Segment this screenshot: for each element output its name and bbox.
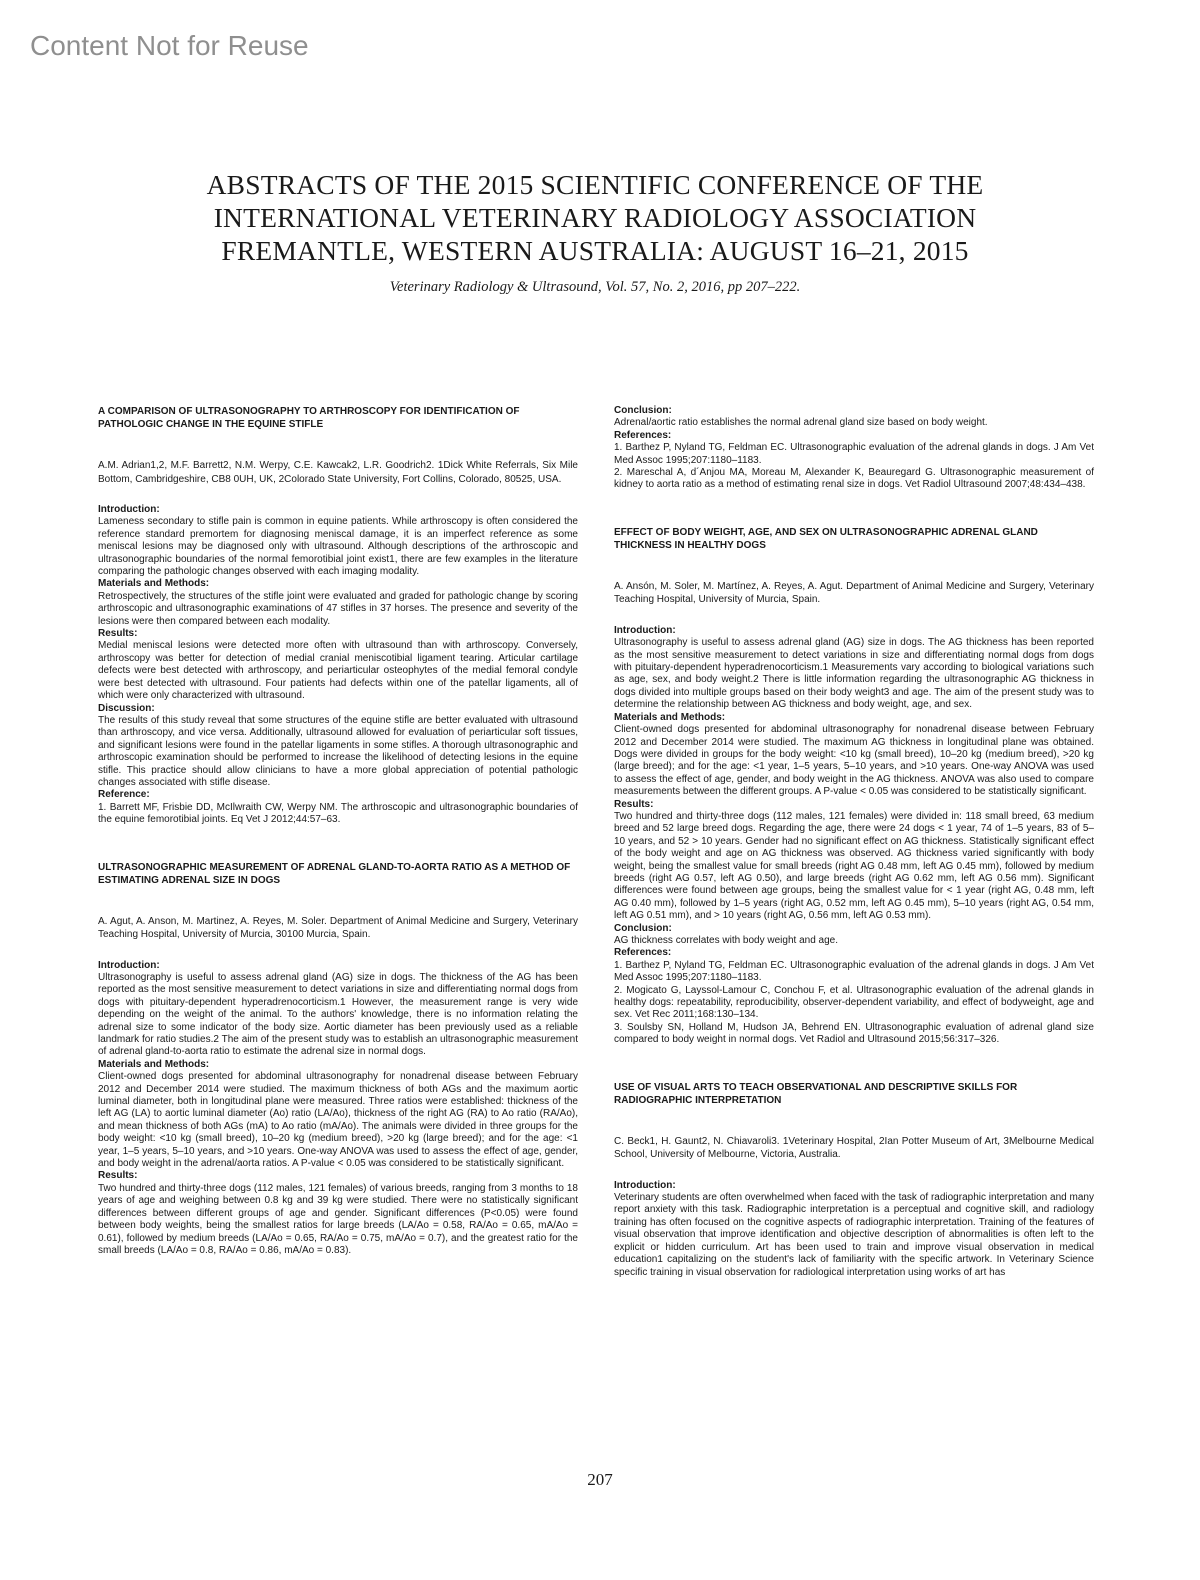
abstract-visual-arts (614, 1081, 1094, 1279)
section-text: Client-owned dogs presented for abdominal ultrasonography for nonadrenal disease between February 2012 and December 2014 were studied. The maximum thickness of both AGs and the maximum aortic luminal diameter, both in longitudinal plane were measured. Three ratios were established: thickness of the left AG (LA) to aortic luminal diameter (Ao) ratio (LA/Ao), thickness of the right AG (RA) to Ao ratio (RA/Ao), and mean thickness of both AGs (mA) to Ao ratio (mA/Ao). The animals were divided in three groups for the body weight: <10 kg (small breed), 10–20 kg (medium breed), >20 kg (large breed); and for the age: <1 year, 1–5 years, 5–10 years, and >10 years. One-way ANOVA was used to assess the effect of age, gender, and body weight in the adrenal/aorta ratios. A P-value < 0.05 was considered to be statistically significant. (98, 1071, 578, 1170)
section-text: Client-owned dogs presented for abdominal ultrasonography for nonadrenal disease between February 2012 and December 2014 were studied. The maximum AG thickness in longitudinal plane was obtained. Dogs were divided in groups for the body weight: <10 kg (small breed), 10–20 kg (medium breed), >20 kg (large breed); and for the age: <1 year, 1–5 years, 5–10 years, and >10 years. One-way ANOVA was used to assess the effect of age, gender, and body weight in the AG thickness. ANOVA was also used to compare measurements between the different groups. A P-value < 0.05 was considered to be statistically significant. (614, 724, 1094, 798)
abstract-stifle (98, 405, 578, 827)
section-text: Retrospectively, the structures of the stifle joint were evaluated and graded for pathologic change by scoring arthroscopic and ultrasonographic examinations of 47 stifles in 37 horses. The presence and severity of the lesions were then compared between each modality. (98, 590, 578, 627)
spacer (614, 1047, 1094, 1081)
spacer (614, 492, 1094, 526)
section-text: Adrenal/aortic ratio establishes the normal adrenal gland size based on body weight. (614, 417, 988, 429)
section-heading: References: (614, 429, 672, 441)
abstract-adrenal-aorta-continued (614, 405, 1094, 492)
section-heading: Introduction: (98, 959, 160, 971)
section-heading: Materials and Methods: (98, 1058, 210, 1070)
section-heading: Results: (98, 628, 138, 640)
section-heading: Introduction: (614, 1179, 676, 1191)
abstract-title: A COMPARISON OF ULTRASONOGRAPHY TO ARTHROSCOPY FOR IDENTIFICATION OF PATHOLOGIC CHANGE IN THE EQUINE STIFLE (98, 406, 520, 430)
section-text: Ultrasonography is useful to assess adrenal gland (AG) size in dogs. The AG thickness has been reported as the most sensitive measurement to detect variations in size and differentiating normal dogs from dogs with pituitary-dependent hyperadrenocorticism.1 Measurements vary according to biological variations such as age, sex, and body weight.2 There is little information regarding the ultrasonographic AG thickness in dogs divided into multiple groups based on their body weight3 and age. The aim of the present study was to determine the relationship between AG thickness and body weight, age, and sex. (614, 637, 1094, 711)
abstract-title: USE OF VISUAL ARTS TO TEACH OBSERVATIONAL AND DESCRIPTIVE SKILLS FOR RADIOGRAPHIC INTERPRETATION (614, 1081, 1018, 1106)
conference-title-block (100, 168, 1090, 296)
section-heading: Conclusion: (614, 405, 672, 416)
abstract-authors: A.M. Adrian1,2, M.F. Barrett2, N.M. Werpy, C.E. Kawcak2, L.R. Goodrich2. 1Dick White Referrals, Six Mile Bottom, Cambridgeshire, CB8 0UH, UK, 2Colorado State University, Fort Collins, Colorado, 80525, USA. (98, 460, 578, 485)
reference-item: 1. Barthez P, Nyland TG, Feldman EC. Ultrasonographic evaluation of the adrenal glands in dogs. J Am Vet Med Assoc 1995;207:1180–1183. (614, 442, 1094, 466)
abstract-authors: C. Beck1, H. Gaunt2, N. Chiavaroli3. 1Veterinary Hospital, 2Ian Potter Museum of Art, 3Melbourne Medical School, University of Melbourne, Victoria, Australia. (614, 1135, 1094, 1161)
reference-item: 3. Soulsby SN, Holland M, Hudson JA, Behrend EN. Ultrasonographic evaluation of adrenal gland size compared to body weight in normal dogs. Vet Radiol and Ultrasound 2015;56:317–326. (614, 1021, 1094, 1046)
section-heading: Results: (98, 1170, 138, 1182)
section-heading: Introduction: (98, 504, 160, 515)
section-text: Medial meniscal lesions were detected more often with ultrasound than with arthroscopy. Conversely, arthroscopy was better for detection of medial cranial meniscotibial ligament tearing. Articular cartilage defects were best detected with arthroscopy, and periarticular osteophytes of the medial femoral condyle were best detected with ultrasound. Four patients had defects within one of the patellar ligaments, all of which were only characterized with ultrasound. (98, 640, 578, 702)
right-column (614, 405, 1094, 1279)
section-heading: Results: (614, 798, 654, 810)
section-heading: References: (614, 947, 672, 959)
reference-item: 2. Mareschal A, d´Anjou MA, Moreau M, Alexander K, Beauregard G. Ultrasonographic measurement of kidney to aorta ratio as a method of estimating renal size in dogs. Vet Radiol Ultrasound 2007;48:434–438. (614, 467, 1094, 491)
section-heading: Conclusion: (614, 922, 672, 934)
section-text: Ultrasonography is useful to assess adrenal gland (AG) size in dogs. The thickness of the AG has been reported as the most sensitive measurement to detect variations in size and differentiating normal dogs from dogs with pituitary-dependent hyperadrenocorticism.1 However, the measurement range is very wide depending on the weight of the animal. To the authors' knowledge, there is no information relating the adrenal size to some indicator of the body size. Aortic diameter has been previously used as a reliable landmark for ratio studies.2 The aim of the present study was to establish an ultrasonographic measurement of adrenal gland-to-aorta ratio to estimate the adrenal size in normal dogs. (98, 971, 578, 1058)
reference-item: 1. Barthez P, Nyland TG, Feldman EC. Ultrasonographic evaluation of the adrenal glands in dogs. J Am Vet Med Assoc 1995;207:1180–1183. (614, 959, 1094, 984)
section-text: Two hundred and thirty-three dogs (112 males, 121 females) of various breeds, ranging from 3 months to 18 years of age and weighing between 0.8 kg and 39 kg were studied. There were no statistically significant differences between different groups of age and gender. Significant differences (P<0.05) were found between body weights, being the smallest ratios for large breeds (LA/Ao = 0.58, RA/Ao = 0.65, mA/Ao = 0.61), followed by medium breeds (LA/Ao = 0.65, RA/Ao = 0.75, mA/Ao = 0.7), and the greatest ratio for the small breeds (LA/Ao = 0.8, RA/Ao = 0.86, mA/Ao = 0.83). (98, 1182, 578, 1256)
section-heading: Reference: (98, 789, 150, 801)
page-number: 207 (587, 1470, 613, 1489)
section-text: Veterinary students are often overwhelmed when faced with the task of radiographic interpretation and many report anxiety with this task. Radiographic interpretation is a perceptual and cognitive skill, and radiology training has often focused on the cognitive aspects of radiographic interpretation. Training of the features of visual observation that improve identification and objective description of abnormalities is often left to the explicit or hidden curriculum. Art has been used to train and improve visual observation in medical education1 capitalizing on the student's lack of familiarity with the specific artwork. In Veterinary Science specific training in visual observation for radiological interpretation using works of art has (614, 1192, 1094, 1278)
abstract-authors: A. Ansón, M. Soler, M. Martínez, A. Reyes, A. Agut. Department of Animal Medicine and Surgery, Veterinary Teaching Hospital, University of Murcia, Spain. (614, 580, 1094, 606)
abstract-adrenal-thickness (614, 526, 1094, 1047)
conference-title-line-1: ABSTRACTS OF THE 2015 SCIENTIFIC CONFERENCE OF THE (206, 169, 984, 200)
section-text: The results of this study reveal that some structures of the equine stifle are better evaluated with ultrasound than arthroscopy, and vice versa. Additionally, ultrasound allowed for evaluation of periarticular soft tissues, and significant lesions were found in the patellar ligaments in some stifles. A thorough ultrasonographic and arthroscopic examination should be performed to increase the likelihood of detecting lesions in the equine stifle. This practice should allow clinicians to have a more global appreciation of potential pathologic changes associated with stifle disease. (98, 714, 578, 788)
section-heading: Materials and Methods: (614, 711, 726, 723)
abstract-adrenal-aorta (98, 861, 578, 1258)
abstract-authors: A. Agut, A. Anson, M. Martinez, A. Reyes, M. Soler. Department of Animal Medicine and Surgery, Veterinary Teaching Hospital, University of Murcia, 30100 Murcia, Spain. (98, 915, 578, 941)
section-text: Lameness secondary to stifle pain is common in equine patients. While arthroscopy is often considered the reference standard premortem for diagnosing meniscal damage, it is an imperfect reference as some meniscal lesions may be diagnosed only with ultrasound. Although descriptions of the arthroscopic and ultrasonographic boundaries of the normal femorotibial joint exist1, there are few examples in the literature comparing the pathologic changes observed with each imaging modality. (98, 516, 578, 578)
section-heading: Discussion: (98, 702, 155, 714)
journal-citation: Veterinary Radiology & Ultrasound, Vol. 57, No. 2, 2016, pp 207–222. (389, 279, 801, 295)
conference-title-line-3: FREMANTLE, WESTERN AUSTRALIA: AUGUST 16–21, 2015 (221, 235, 969, 266)
left-column (98, 405, 578, 1257)
section-heading: Materials and Methods: (98, 578, 210, 590)
reference-item: 2. Mogicato G, Layssol-Lamour C, Conchou F, et al. Ultrasonographic evaluation of the adrenal glands in healthy dogs: repeatability, reproducibility, observer-dependent variability, and effect of bodyweight, age and sex. Vet Rec 2011;168:130–134. (614, 984, 1094, 1021)
reference-item: 1. Barrett MF, Frisbie DD, McIlwraith CW, Werpy NM. The arthroscopic and ultrasonographic boundaries of the equine femorotibial joints. Eq Vet J 2012;44:57–63. (98, 801, 578, 826)
abstract-title: EFFECT OF BODY WEIGHT, AGE, AND SEX ON ULTRASONOGRAPHIC ADRENAL GLAND THICKNESS IN HEALTHY DOGS (614, 526, 1038, 551)
conference-title-line-2: INTERNATIONAL VETERINARY RADIOLOGY ASSOCIATION (213, 202, 977, 233)
section-heading: Introduction: (614, 624, 676, 636)
section-text: Two hundred and thirty-three dogs (112 males, 121 females) were divided in: 118 small breed, 63 medium breed and 52 large breed dogs. Regarding the age, there were 24 dogs < 1 year, 74 of 1–5 years, 83 of 5–10 years, and 52 > 10 years. Gender had no significant effect on AG thickness. Statistically significant effect of the body weight and age on AG thickness was observed. AG thickness varied significantly with body weight, being the smallest value for small breeds (right AG 0.48 mm, left AG 0.45 mm), followed by medium breeds (right AG 0.57, left AG 0.50), and large breeds (right AG 0.62 mm, left AG 0.56 mm). Significant differences were found between age groups, being the smallest value for < 1 year (right AG, 0.48 mm, left AG 0.40 mm), followed by 1–5 years (right AG, 0.52 mm, left AG 0.45 mm), 5–10 years (right AG, 0.54 mm, left AG 0.51 mm), and > 10 years (right AG, 0.56 mm, left AG 0.53 mm). (614, 810, 1094, 922)
abstract-title: ULTRASONOGRAPHIC MEASUREMENT OF ADRENAL GLAND-TO-AORTA RATIO AS A METHOD OF ESTIMATING ADRENAL SIZE IN DOGS (98, 861, 571, 886)
section-text: AG thickness correlates with body weight and age. (614, 935, 839, 946)
watermark: Content Not for Reuse (30, 30, 309, 61)
spacer (98, 827, 578, 861)
